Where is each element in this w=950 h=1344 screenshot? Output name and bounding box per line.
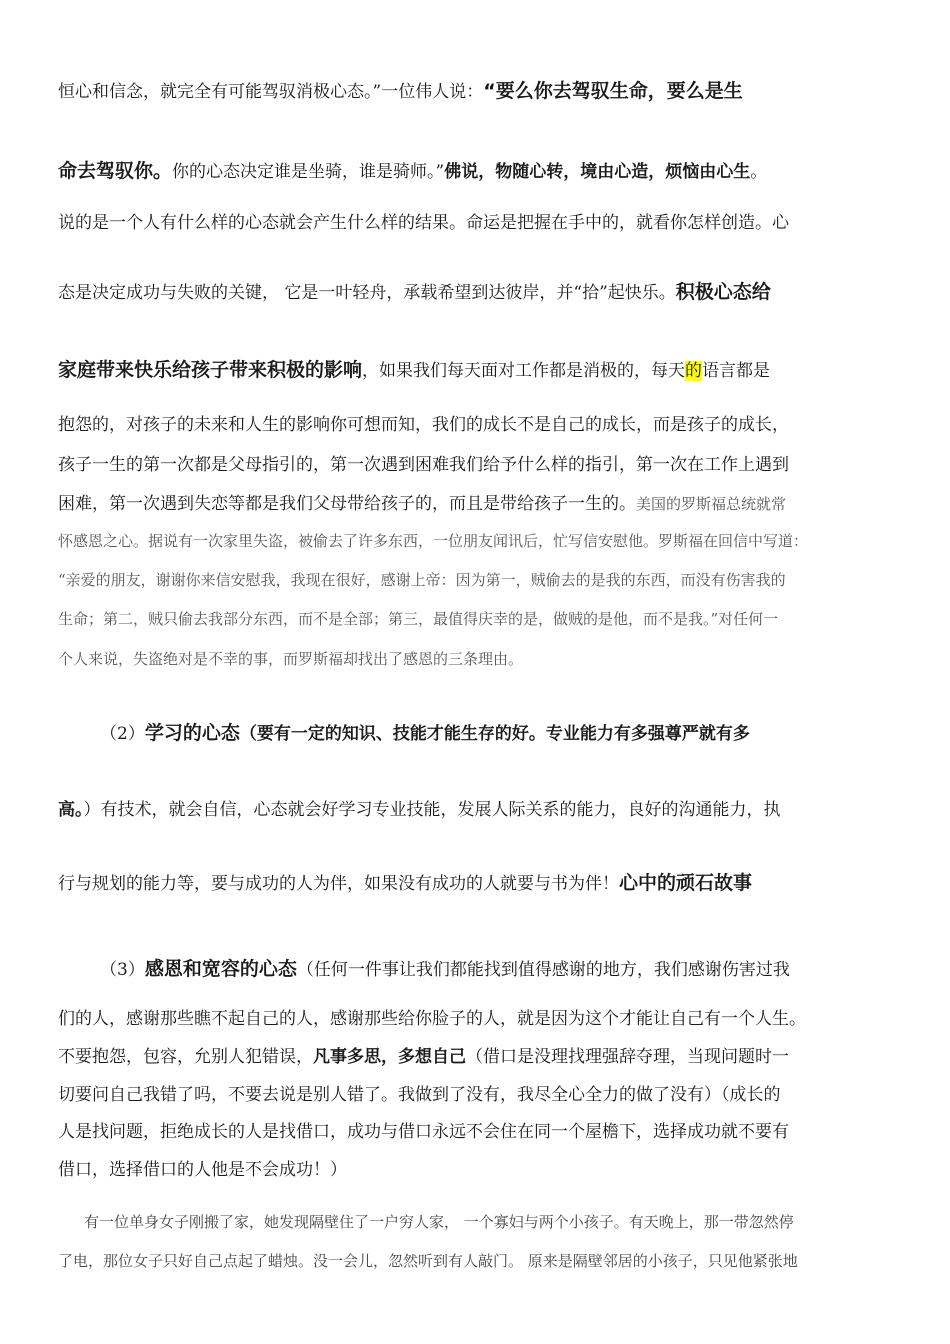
bold-heading: 积极心态给: [675, 281, 771, 303]
text-line: 了电，那位女子只好自己点起了蜡烛。没一会儿，忽然听到有人敲门。 原来是隔壁邻居的小孩子，只见他紧张地: [58, 1252, 798, 1270]
text-line: [58, 76, 743, 103]
text-line: [58, 156, 767, 183]
text-line: [58, 355, 770, 382]
text-line: 们的人，感谢那些瞧不起自己的人，感谢那些给你脸子的人，就是因为这个才能让自己有一个人生。: [58, 1009, 806, 1029]
text-line: “亲爱的朋友，谢谢你来信安慰我，我现在很好，感谢上帝：因为第一，贼偷去的是我的东西，而没有伤害我的: [58, 571, 786, 589]
text-line: [58, 868, 752, 895]
text-line: 说的是一个人有什么样的心态就会产生什么样的结果。命运是把握在手中的，就看你怎样创造。心: [58, 213, 789, 233]
text-line: 个人来说，失盗绝对是不幸的事，而罗斯福却找出了感恩的三条理由。: [58, 650, 524, 668]
text-run: 。: [750, 162, 768, 182]
text-line: [58, 795, 781, 820]
section-heading: [100, 718, 750, 745]
small-text: 美国的罗斯福总统就常: [636, 495, 787, 513]
text-run: 不要抱怨，包容，允别人犯错误，: [58, 1047, 313, 1067]
text-line: 怀感恩之心。据说有一次家里失盗，被偷去了许多东西，一位朋友闻讯后，忙写信安慰他。罗斯福在回信中写道：: [58, 532, 809, 550]
text-line: 抱怨的，对孩子的未来和人生的影响你可想而知，我们的成长不是自己的成长，而是孩子的成长，: [58, 415, 789, 435]
text-run: 困难，第一次遇到失恋等都是我们父母带给孩子的，而且是带给孩子一生的。: [58, 494, 636, 514]
section-title: 学习的心态: [144, 722, 240, 744]
bold-heading: 家庭带来快乐给孩子带来积极的影响: [58, 359, 363, 381]
bold-text: 佛说，物随心转，境由心造，烦恼由心生: [444, 162, 751, 182]
text-run: 语言都是: [702, 361, 771, 381]
text-line: 孩子一生的第一次都是父母指引的，第一次遇到困难我们给予什么样的指引，第一次在工作上遇到: [58, 455, 789, 475]
text-run: （借口是没理找理强辞夺理，当现问题时一: [466, 1047, 789, 1067]
text-line: 人是找问题，拒绝成长的人是找借口，成功与借口永远不会住在同一个屋檐下，选择成功就不要有: [58, 1122, 789, 1142]
highlighted-text: 的: [685, 361, 703, 381]
text-run: 恒心和信念，就完全有可能驾驭消极心态。”一位伟人说：: [58, 82, 484, 102]
text-run: ，如果我们每天面对工作都是消极的，每天: [362, 361, 686, 381]
section-heading: [100, 954, 790, 981]
bold-text: 凡事多思，多想自己: [313, 1047, 466, 1067]
bold-quote: 命去驾驭你。: [58, 160, 173, 182]
section-title: 感恩和宽容的心态: [144, 958, 297, 980]
text-line: 切要问自己我错了吗，不要去说是别人错了。我做到了没有，我尽全心全力的做了没有）（成长的: [58, 1085, 781, 1105]
text-run: ）有技术，就会自信，心态就会好学习专业技能，发展人际关系的能力，良好的沟通能力，执: [83, 800, 781, 820]
text-line: [58, 277, 771, 304]
text-line: 有一位单身女子刚搬了家，她发现隔壁住了一户穷人家， 一个寡妇与两个小孩子。有天晚上，那一带忽然停: [84, 1213, 794, 1231]
text-line: 生命；第二，贼只偷去我部分东西，而不是全部；第三，最值得庆幸的是，做贼的是他，而不是我。”对任何一: [58, 610, 779, 628]
text-run: （任何一件事让我们都能找到值得感谢的地方，我们感谢伤害过我: [296, 960, 790, 980]
bold-quote: “要么你去驾驭生命，要么是生: [483, 80, 743, 102]
section-number: （3）: [100, 960, 145, 980]
bold-text: （要有一定的知识、技能才能生存的好。专业能力有多强尊严就有多: [239, 724, 750, 744]
text-line: [58, 489, 786, 514]
text-run: 行与规划的能力等，要与成功的人为伴，如果没有成功的人就要与书为伴！: [58, 874, 619, 894]
text-line: [58, 1042, 789, 1067]
bold-heading: 心中的顽石故事: [619, 872, 753, 894]
text-line: 借口，选择借口的人他是不会成功！）: [58, 1160, 347, 1180]
text-run: 你的心态决定谁是坐骑，谁是骑师。”: [172, 162, 445, 182]
text-run: 态是决定成功与失败的关键， 它是一叶轻舟，承载希望到达彼岸，并“拾”起快乐。: [58, 283, 676, 303]
bold-text: 高。: [58, 800, 84, 820]
section-number: （2）: [100, 724, 145, 744]
